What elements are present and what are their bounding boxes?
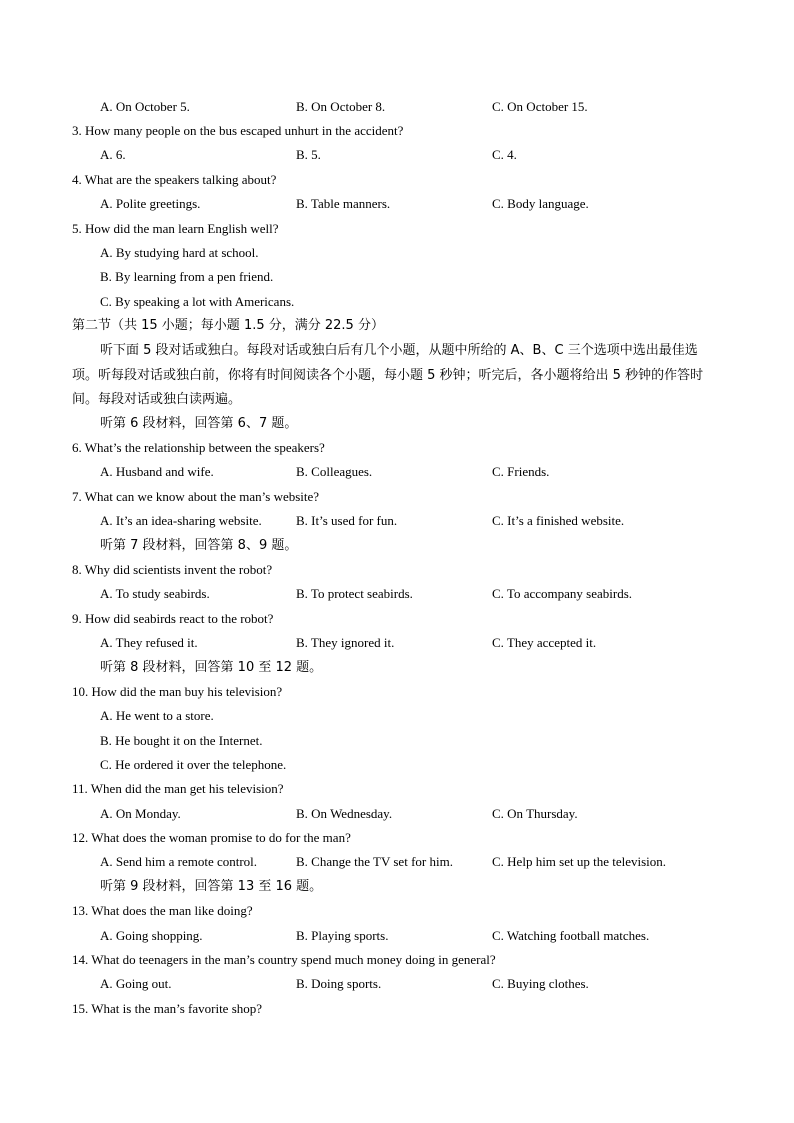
- q2-option-c: C. On October 15.: [492, 99, 588, 114]
- question-7: 7. What can we know about the man’s website?: [72, 489, 320, 504]
- q10-option-c: C. He ordered it over the telephone.: [100, 757, 287, 772]
- q10-option-b: B. He bought it on the Internet.: [100, 733, 263, 748]
- q12-option-b: B. Change the TV set for him.: [296, 854, 453, 869]
- question-13: 13. What does the man like doing?: [72, 903, 253, 918]
- q13-option-b: B. Playing sports.: [296, 928, 389, 943]
- q9-option-a: A. They refused it.: [100, 635, 198, 650]
- q11-option-c: C. On Thursday.: [492, 806, 578, 821]
- section-2-instructions: [72, 339, 722, 413]
- q8-option-a: A. To study seabirds.: [100, 586, 210, 601]
- q10-option-a: A. He went to a store.: [100, 708, 214, 723]
- question-12: 12. What does the woman promise to do for the man?: [72, 830, 351, 845]
- q8-option-b: B. To protect seabirds.: [296, 586, 413, 601]
- question-6: 6. What’s the relationship between the speakers?: [72, 440, 325, 455]
- material-6-heading: 听第 6 段材料，回答第 6、7 题。: [100, 416, 298, 431]
- q14-option-a: A. Going out.: [100, 976, 172, 991]
- q5-option-c: C. By speaking a lot with Americans.: [100, 294, 295, 309]
- q2-option-a: A. On October 5.: [100, 99, 190, 114]
- q7-option-b: B. It’s used for fun.: [296, 513, 398, 528]
- question-5: 5. How did the man learn English well?: [72, 221, 279, 236]
- q9-option-b: B. They ignored it.: [296, 635, 395, 650]
- q6-option-a: A. Husband and wife.: [100, 464, 214, 479]
- q13-option-c: C. Watching football matches.: [492, 928, 650, 943]
- q6-option-c: C. Friends.: [492, 464, 550, 479]
- q2-option-b: B. On October 8.: [296, 99, 386, 114]
- q12-option-c: C. Help him set up the television.: [492, 854, 667, 869]
- q4-option-b: B. Table manners.: [296, 196, 391, 211]
- q14-option-c: C. Buying clothes.: [492, 976, 589, 991]
- question-4: 4. What are the speakers talking about?: [72, 172, 277, 187]
- q7-option-a: A. It’s an idea-sharing website.: [100, 513, 262, 528]
- q13-option-a: A. Going shopping.: [100, 928, 203, 943]
- material-7-heading: 听第 7 段材料，回答第 8、9 题。: [100, 538, 298, 553]
- material-9-heading: 听第 9 段材料，回答第 13 至 16 题。: [100, 879, 323, 894]
- material-8-heading: 听第 8 段材料，回答第 10 至 12 题。: [100, 660, 323, 675]
- q11-option-a: A. On Monday.: [100, 806, 181, 821]
- q6-option-b: B. Colleagues.: [296, 464, 373, 479]
- q4-option-c: C. Body language.: [492, 196, 589, 211]
- q9-option-c: C. They accepted it.: [492, 635, 597, 650]
- q14-option-b: B. Doing sports.: [296, 976, 382, 991]
- q8-option-c: C. To accompany seabirds.: [492, 586, 633, 601]
- q12-option-a: A. Send him a remote control.: [100, 854, 258, 869]
- section-2-title: 第二节（共 15 小题；每小题 1.5 分，满分 22.5 分）: [72, 318, 384, 333]
- question-10: 10. How did the man buy his television?: [72, 684, 283, 699]
- question-9: 9. How did seabirds react to the robot?: [72, 611, 274, 626]
- q11-option-b: B. On Wednesday.: [296, 806, 393, 821]
- question-11: 11. When did the man get his television?: [72, 781, 284, 796]
- q4-option-a: A. Polite greetings.: [100, 196, 201, 211]
- q7-option-c: C. It’s a finished website.: [492, 513, 625, 528]
- q3-option-b: B. 5.: [296, 147, 321, 162]
- q3-option-c: C. 4.: [492, 147, 517, 162]
- q3-option-a: A. 6.: [100, 147, 126, 162]
- section-2-instructions-text: 听下面 5 段对话或独白。每段对话或独白后有几个小题，从题中所给的 A、B、C 三个选项中选出最佳选项。听每段对话或独白前，你将有时间阅读各个小题，每小题 5 秒钟；听完后，各小题将给出 5 秒钟的作答时间。每段对话或独白读两遍。: [72, 343, 704, 407]
- question-8: 8. Why did scientists invent the robot?: [72, 562, 273, 577]
- question-14: 14. What do teenagers in the man’s country spend much money doing in general?: [72, 952, 496, 967]
- q5-option-b: B. By learning from a pen friend.: [100, 269, 274, 284]
- question-3: 3. How many people on the bus escaped unhurt in the accident?: [72, 123, 404, 138]
- question-15: 15. What is the man’s favorite shop?: [72, 1001, 263, 1016]
- q5-option-a: A. By studying hard at school.: [100, 245, 259, 260]
